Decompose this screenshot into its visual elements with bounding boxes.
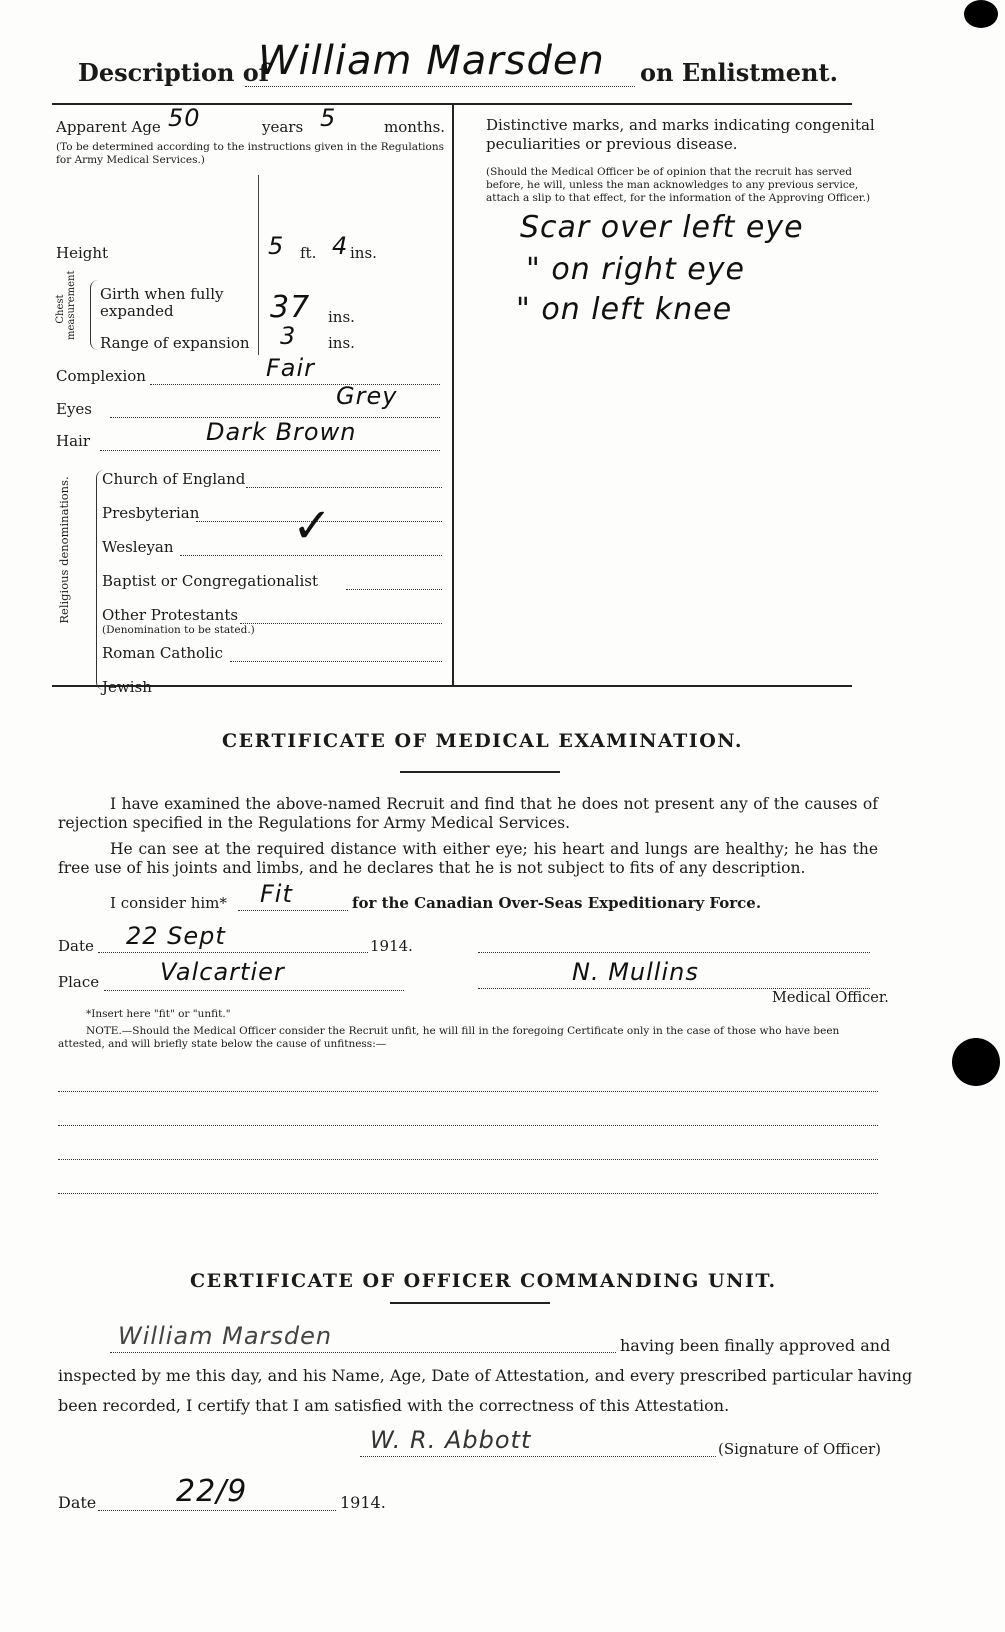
religion-line <box>240 623 442 624</box>
unfitness-line-2 <box>58 1125 878 1126</box>
consider-value: Fit <box>260 880 293 908</box>
commanding-signature-line <box>360 1456 716 1457</box>
height-label: Height <box>56 244 109 262</box>
mark-entry-3: " on left knee <box>516 292 733 327</box>
name-line <box>245 86 635 87</box>
medical-paragraph-2: He can see at the required distance with either eye; his heart and lungs are healthy; he has the free use of his joints and limbs, and he declares that he is not subject to fits of any description. <box>58 840 878 877</box>
commanding-year: 1914. <box>340 1493 386 1512</box>
height-in-value: 4 <box>332 232 349 260</box>
years-label: years <box>262 118 304 136</box>
range-value: 3 <box>280 322 297 350</box>
mark-entry-1: Scar over left eye <box>520 210 804 245</box>
medical-officer-label: Medical Officer. <box>772 990 889 1006</box>
commanding-text-2: inspected by me this day, and his Name, Age, Date of Attestation, and every prescribed particular having <box>58 1366 913 1385</box>
religion-checkmark: ✓ <box>292 498 334 554</box>
girth-label: Girth when fully expanded <box>100 285 224 320</box>
girth-value: 37 <box>270 290 311 325</box>
eyes-value: Grey <box>336 382 398 410</box>
mark-entry-2: " on right eye <box>526 252 745 287</box>
religion-church-of-england: Church of England <box>102 470 246 488</box>
marks-heading: Distinctive marks, and marks indicating congenital peculiarities or previous disease. <box>486 116 875 153</box>
scan-hole-top <box>964 0 998 28</box>
chest-brace <box>90 280 99 350</box>
unfitness-line-4 <box>58 1193 878 1194</box>
medical-note: NOTE.—Should the Medical Officer consider the Recruit unfit, he will fill in the foregoing Certificate only in the case of those who have been attested, and will briefly state below the cause of unfitness:— <box>58 1025 840 1050</box>
commanding-name-value: William Marsden <box>118 1322 333 1350</box>
religion-roman-catholic: Roman Catholic <box>102 644 224 662</box>
commanding-date-label: Date <box>58 1493 97 1512</box>
age-note: (To be determined according to the instructions given in the Regulations for Army Medical Services.) <box>56 141 444 166</box>
commanding-date-line <box>98 1510 336 1511</box>
medical-date-value: 22 Sept <box>126 922 226 950</box>
commanding-title: CERTIFICATE OF OFFICER COMMANDING UNIT. <box>190 1270 777 1292</box>
religion-presbyterian: Presbyterian <box>102 504 200 522</box>
girth-ins-label: ins. <box>328 308 355 326</box>
column-divider <box>452 103 454 686</box>
medical-place-value: Valcartier <box>160 958 285 986</box>
age-label: Apparent Age <box>56 118 161 136</box>
ft-label: ft. <box>300 244 317 262</box>
complexion-label: Complexion <box>56 367 146 385</box>
religion-denomination-note: (Denomination to be stated.) <box>102 624 255 636</box>
medical-officer-line <box>478 988 870 989</box>
religion-line <box>230 661 442 662</box>
religion-line <box>346 589 442 590</box>
commanding-signature-value: W. R. Abbott <box>370 1426 532 1454</box>
medical-year: 1914. <box>370 937 413 955</box>
scan-hole-middle <box>952 1038 1000 1086</box>
complexion-value: Fair <box>266 354 316 382</box>
consider-suffix: for the Canadian Over-Seas Expeditionary Force. <box>352 894 762 912</box>
religion-baptist: Baptist or Congregationalist <box>102 572 318 590</box>
medical-date-line <box>98 952 368 953</box>
commanding-date-value: 22/9 <box>176 1474 248 1509</box>
measure-line <box>258 175 259 355</box>
header-prefix: Description of <box>78 58 270 87</box>
bottom-rule <box>52 685 852 687</box>
medical-officer-signature: N. Mullins <box>572 958 699 986</box>
religion-jewish: Jewish <box>102 678 152 696</box>
unfitness-line-1 <box>58 1091 878 1092</box>
medical-date-label: Date <box>58 937 94 955</box>
commanding-title-rule <box>390 1302 550 1304</box>
age-months-value: 5 <box>320 104 337 132</box>
medical-footnote: *Insert here "fit" or "unfit." <box>86 1008 231 1020</box>
months-label: months. <box>384 118 446 136</box>
header-suffix: on Enlistment. <box>640 58 838 87</box>
commanding-text-3: been recorded, I certify that I am satisfied with the correctness of this Attestation. <box>58 1396 730 1415</box>
hair-value: Dark Brown <box>206 418 357 446</box>
commanding-signature-label: (Signature of Officer) <box>718 1440 882 1458</box>
medical-title-rule <box>400 771 560 773</box>
commanding-name-line <box>110 1352 616 1353</box>
range-label: Range of expansion <box>100 334 250 352</box>
recruit-name: William Marsden <box>258 38 605 84</box>
religion-line <box>180 555 442 556</box>
commanding-text-1: having been finally approved and <box>620 1336 891 1355</box>
age-years-value: 50 <box>168 104 201 132</box>
hair-label: Hair <box>56 432 90 450</box>
ins-label: ins. <box>350 244 377 262</box>
medical-place-label: Place <box>58 973 100 991</box>
religion-other-protestants: Other Protestants <box>102 606 239 624</box>
height-ft-value: 5 <box>268 232 285 260</box>
marks-note: (Should the Medical Officer be of opinion that the recruit has served before, he will, unless the man acknowledges to any previous service, attach a slip to that effect, for the information of the Approving Officer.) <box>486 166 871 204</box>
medical-place-line <box>104 990 404 991</box>
religious-label: Religious denominations. <box>57 476 71 624</box>
medical-title: CERTIFICATE OF MEDICAL EXAMINATION. <box>222 730 744 752</box>
signature-top-line <box>478 952 870 953</box>
consider-line <box>238 910 348 911</box>
religion-wesleyan: Wesleyan <box>102 538 174 556</box>
religion-line <box>246 487 442 488</box>
medical-paragraph-1: I have examined the above-named Recruit and find that he does not present any of the causes of rejection specified in the Regulations for Army Medical Services. <box>58 795 878 832</box>
consider-label: I consider him* <box>110 894 227 912</box>
eyes-label: Eyes <box>56 400 92 418</box>
hair-line <box>100 450 440 451</box>
range-ins-label: ins. <box>328 334 355 352</box>
unfitness-line-3 <box>58 1159 878 1160</box>
chest-label: Chest measurement <box>55 270 77 340</box>
